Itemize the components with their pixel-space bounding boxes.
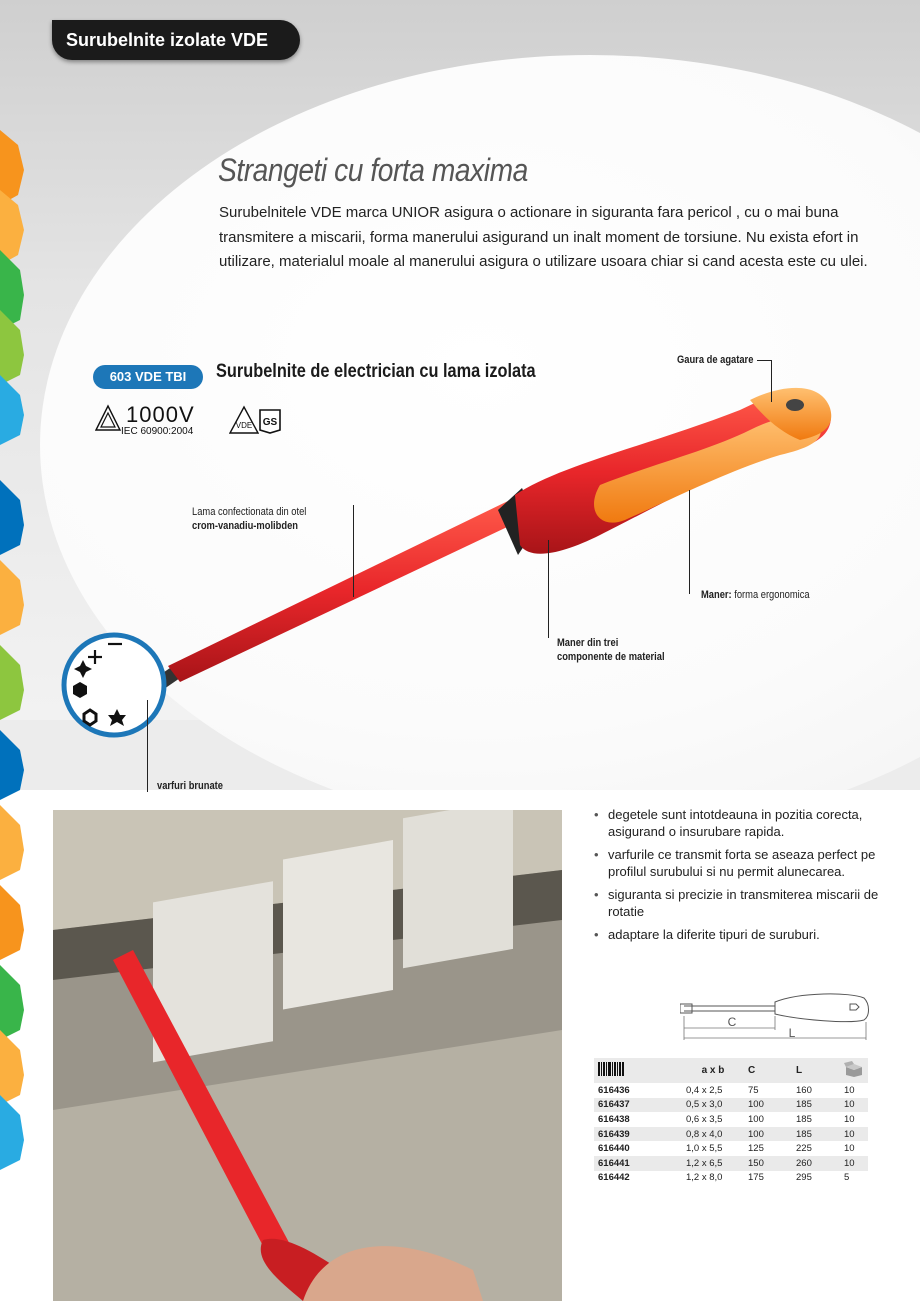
callout-tips-text: varfuri brunate [157,780,223,792]
table-cell-qty: 10 [840,1156,868,1171]
intro-paragraph: Surubelnitele VDE marca UNIOR asigura o actionare in siguranta fara pericol , cu o mai buna transmitere a miscarii, forma manerului asigurand un inalt moment de torsiune. Nu exista efort in utilizare, materialul moale al manerului asigura o utilizare usoara chiar si cand acesta este cu ulei. [219,204,868,270]
table-cell-c: 75 [748,1084,759,1096]
table-row [594,1141,868,1156]
photo-illustration [53,810,562,1301]
callout-three-comp-line1: Maner din trei [557,637,619,649]
table-cell-qty: 10 [844,1113,855,1125]
callout-line-hang-hole [771,360,772,402]
table-cell-code: 616440 [598,1143,630,1155]
table-cell-l: 185 [796,1113,812,1125]
table-cell-l: 225 [796,1143,812,1155]
callout-handle-text: forma ergonomica [731,589,810,601]
package-header [840,1058,868,1083]
section-title: Surubelnite izolate VDE [66,30,269,50]
table-cell-l: 260 [792,1156,840,1171]
callout-hang-hole [677,353,753,367]
vde-mark-text: VDE [235,421,253,430]
table-cell-code: 616442 [598,1172,630,1184]
table-cell-l: 185 [792,1098,840,1113]
table-cell-c: 100 [744,1098,792,1113]
table-cell-qty: 5 [844,1172,850,1184]
table-cell-c: 125 [748,1143,764,1155]
voltage-rating: 1000V [126,402,195,427]
headline: Strangeti cu forta maxima [218,152,528,188]
callout-line-three-comp [548,540,549,638]
product-title: Surubelnite de electrician cu lama izolata [216,361,536,382]
callout-handle [701,588,810,602]
table-cell-code: 616441 [594,1156,682,1171]
callout-blade [192,505,306,533]
barcode-icon [598,1062,624,1076]
feature-bullet: • varfurile ce transmit forta se aseaza perfect pe profilul surubului si nu permit alunecarea. [594,846,884,880]
gs-mark-text: GS [262,417,278,428]
hang-hole [786,399,804,411]
callout-line-tips [147,700,148,792]
spec-table [594,1058,868,1185]
table-header-row [594,1058,868,1083]
callout-line-handle [689,490,690,594]
table-cell-l: 295 [796,1172,812,1184]
section-title-tab [52,20,300,60]
dimension-label-l: L [788,1026,796,1040]
iec-standard: IEC 60900:2004 [121,426,194,437]
table-cell-l: 160 [796,1084,812,1096]
callout-line-blade [353,505,354,597]
table-cell-c: 100 [748,1113,764,1125]
table-cell-code: 616439 [594,1127,682,1142]
table-row [594,1083,868,1098]
table-cell-axb: 1,0 x 5,5 [686,1143,723,1155]
package-box-icon [844,1061,864,1077]
table-cell-c: 150 [744,1156,792,1171]
table-cell-axb: 0,5 x 3,0 [682,1098,744,1113]
callout-tips [157,779,223,793]
dimension-diagram [680,990,870,1045]
callout-handle-label: Maner: [701,589,732,601]
table-cell-code: 616437 [594,1098,682,1113]
table-cell-axb: 1,2 x 8,0 [686,1172,723,1184]
dimension-label-c: C [727,1015,737,1029]
table-row [594,1171,868,1186]
callout-blade-line1: Lama confectionata din otel [192,506,307,518]
callout-three-comp [557,636,665,664]
table-cell-axb: 0,4 x 2,5 [686,1084,723,1096]
table-row [594,1112,868,1127]
table-cell-qty: 10 [844,1143,855,1155]
table-row [594,1098,868,1113]
table-row [594,1127,868,1142]
table-cell-qty: 10 [840,1098,868,1113]
feature-bullet: • degetele sunt intotdeauna in pozitia corecta, asigurand o insurubare rapida. [594,806,884,840]
product-photo [53,810,562,1301]
callout-hang-hole-text: Gaura de agatare [677,354,754,366]
table-cell-axb: 0,8 x 4,0 [682,1127,744,1142]
callout-line-hang-hole-h [757,360,771,361]
table-cell-l: 185 [792,1127,840,1142]
table-cell-axb: 1,2 x 6,5 [682,1156,744,1171]
product-code-badge: 603 VDE TBI [93,365,203,389]
feature-bullet: • siguranta si precizie in transmiterea miscarii de rotatie [594,886,884,920]
screwdriver-illustration [130,370,850,710]
callout-blade-line2: crom-vanadiu-molibden [192,520,298,532]
table-cell-axb: 0,6 x 3,5 [686,1113,723,1125]
table-header-axb: a x b [682,1058,744,1083]
table-cell-code: 616436 [598,1084,630,1096]
table-cell-qty: 10 [840,1127,868,1142]
feature-bullet: • adaptare la diferite tipuri de suruburi. [594,926,884,943]
table-cell-c: 100 [744,1127,792,1142]
table-header-l: L [792,1058,840,1083]
decorative-chevron-stripe [0,130,26,1180]
feature-bullet-list [594,806,884,949]
table-header-c: C [744,1058,792,1083]
barcode-header [594,1058,682,1083]
table-cell-qty: 10 [844,1084,855,1096]
callout-three-comp-line2: componente de material [557,651,665,663]
table-row [594,1156,868,1171]
table-cell-c: 175 [748,1172,764,1184]
tip-profiles-icon [60,630,170,740]
table-cell-code: 616438 [598,1113,630,1125]
